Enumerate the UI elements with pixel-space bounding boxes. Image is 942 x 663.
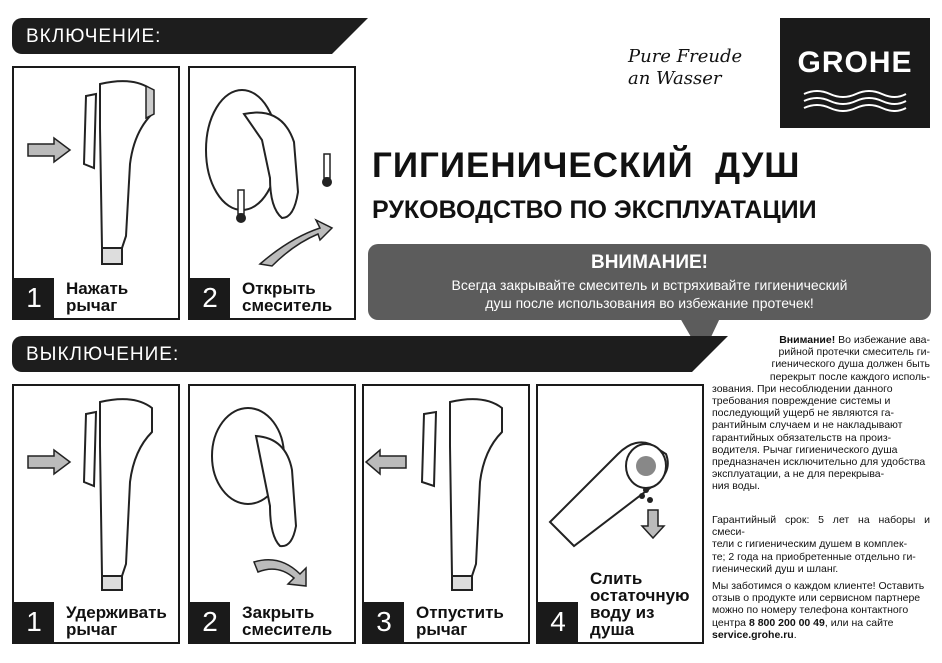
brand-tagline: Pure Freude an Wasser (628, 46, 743, 89)
notice-line: предназначен исключительно для удобства (712, 456, 926, 469)
warning-heading: ВНИМАНИЕ! (590, 252, 709, 273)
step-off-2 (188, 384, 356, 644)
phone-number: 8 800 200 00 49 (748, 616, 825, 629)
section-banner-off (12, 336, 692, 372)
step-caption: Нажать рычаг (66, 279, 129, 315)
logo-wordmark: GROHE (797, 46, 913, 79)
section-title-on: ВКЛЮЧЕНИЕ: (26, 26, 162, 47)
phone-prefix: центра (712, 616, 747, 629)
step-off-1 (12, 384, 180, 644)
notice-lead: Внимание! (779, 334, 836, 346)
warranty-line: гиенический душ и шланг. (712, 562, 839, 575)
step-number: 3 (364, 602, 404, 642)
care-line: отзыв о продукте или сервисном партнере (712, 592, 921, 605)
step-off-3 (362, 384, 530, 644)
warning-box (368, 244, 931, 320)
notice-line: последующий ущерб не являются га- (712, 407, 894, 420)
notice-line: зования. При несоблюдении данного (712, 382, 893, 395)
section-title-off: ВЫКЛЮЧЕНИЕ: (26, 344, 180, 365)
warranty-text (712, 514, 930, 575)
notice-line: гарантийных обязательств на произ- (712, 431, 892, 444)
phone-suffix: , или на сайте (824, 616, 894, 629)
notice-line: требования повреждение системы и (712, 395, 891, 408)
step-number: 2 (190, 602, 230, 642)
section-banner-on (12, 18, 332, 54)
service-site-link[interactable]: service.grohe.ru (712, 628, 794, 641)
care-text: Мы заботимся о каждом клиенте! Оставить отзыв о продукте или сервисном партнере можно по номеру телефона контактного центра 8 800 200 00 49, или на сайте service.grohe.ru. (712, 580, 930, 641)
warranty-line: Гарантийный срок: 5 лет на наборы и смеси- (712, 514, 930, 539)
step-number: 2 (190, 278, 230, 318)
step-caption: Открыть смеситель (242, 279, 333, 315)
step-number: 1 (14, 278, 54, 318)
warranty-line: тели с гигиеническим душем в комплек- (712, 538, 908, 551)
care-line: Мы заботимся о каждом клиенте! Оставить (712, 580, 925, 592)
notice-line: ния воды. (712, 480, 760, 493)
page-subtitle: РУКОВОДСТВО ПО ЭКСПЛУАТАЦИИ (372, 196, 817, 224)
warranty-line: те; 2 года на приобретенные отдельно ги- (712, 550, 916, 563)
notice-line: рийной протечки смеситель ги- (778, 346, 930, 359)
care-line: можно по номеру телефона контактного (712, 604, 909, 617)
step-caption: Отпустить рычаг (416, 603, 504, 639)
logo-waves (802, 88, 908, 112)
notice-line: перекрыт после каждого исполь- (769, 370, 930, 383)
step-number: 1 (14, 602, 54, 642)
step-caption: Слить остаточную воду из душа (590, 569, 690, 639)
notice-line: Во избежание ава- (838, 334, 930, 346)
warning-text: Всегда закрывайте смеситель и встряхивайте гигиенический душ после использования во избежание протечек! (451, 277, 848, 311)
notice-text (712, 334, 930, 493)
notice-line: эксплуатации, а не для перекрыва- (712, 468, 885, 481)
notice-line: гиенического душа должен быть (771, 358, 930, 371)
step-caption: Закрыть смеситель (242, 603, 333, 639)
step-on-2 (188, 66, 356, 320)
grohe-logo (780, 18, 930, 128)
page-title: ГИГИЕНИЧЕСКИЙ ДУШ (372, 146, 801, 185)
step-caption: Удерживать рычаг (66, 603, 167, 639)
step-on-1 (12, 66, 180, 320)
step-off-4 (536, 384, 704, 644)
notice-line: рантийным случаем и не накладывают (712, 419, 903, 432)
step-number: 4 (538, 602, 578, 642)
notice-line: водителя. Рычаг гигиенического душа (712, 443, 898, 456)
